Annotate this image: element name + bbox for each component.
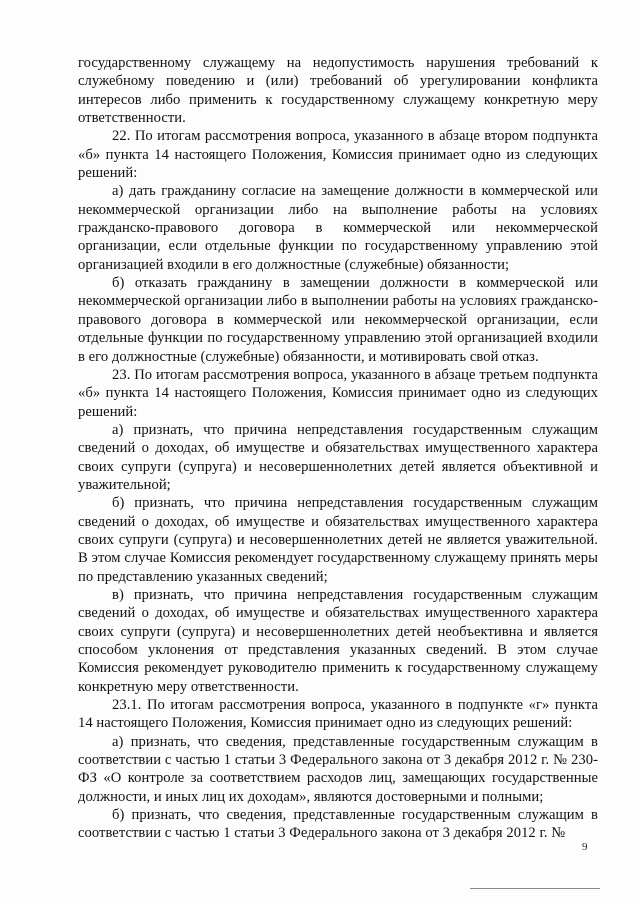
paragraph-23-1a: а) признать, что сведения, представленные государственным служащим в соответствии с частью 1 статьи 3 Федерального закона от 3 декабря 2012 г. № 230-ФЗ «О контроле за соответствием расходов лиц, замещающих государственные должности, и иных лиц их доходам», являются достоверными и полными; xyxy=(78,733,598,805)
paragraph-23-1: 23.1. По итогам рассмотрения вопроса, указанного в подпункте «г» пункта 14 настоящего Положения, Комиссия принимает одно из следующих решений: xyxy=(78,697,598,732)
paragraph-22b: б) отказать гражданину в замещении должности в коммерческой или некоммерческой организации либо в выполнении работы на условиях гражданско-правового договора в коммерческой или некоммерческой организации, если отдельные функции по государственному управлению этой организацией входили в его должностные (служебные) обязанности, и мотивировать свой отказ. xyxy=(78,275,598,365)
paragraph-23c: в) признать, что причина непредставления государственным служащим сведений о доходах, об имуществе и обязательствах имущественного характера своих супруги (супруга) и несовершеннолетних детей необъективна и является способом уклонения от представления указанных сведений. В этом случае Комиссия рекомендует руководителю применить к государственному служащему конкретную меру ответственности. xyxy=(78,586,598,695)
paragraph-22: 22. По итогам рассмотрения вопроса, указанного в абзаце втором подпункта «б» пункта 14 настоящего Положения, Комиссия принимает одно из следующих решений: xyxy=(78,128,598,182)
page-number: 9 xyxy=(582,841,588,853)
paragraph-continuation: государственному служащему на недопустимость нарушения требований к служебному поведению и (или) требований об урегулировании конфликта интересов либо применить к государственному служащему конкретную меру ответственности. xyxy=(78,55,598,127)
scan-edge-line xyxy=(470,888,600,889)
paragraph-22a: а) дать гражданину согласие на замещение должности в коммерческой или некоммерческой организации либо на выполнение работы на условиях гражданско-правового договора в коммерческой или некоммерческой организации, если отдельные функции по государственному управлению этой организацией входили в его должностные (служебные) обязанности; xyxy=(78,183,598,273)
paragraph-23b: б) признать, что причина непредставления государственным служащим сведений о доходах, об имуществе и обязательствах имущественного характера своих супруги (супруга) и несовершеннолетних детей не является уважительной. В этом случае Комиссия рекомендует государственному служащему принять меры по представлению указанных сведений; xyxy=(78,495,598,585)
paragraph-23a: а) признать, что причина непредставления государственным служащим сведений о доходах, об имуществе и обязательствах имущественного характера своих супруги (супруга) и несовершеннолетних детей является объективной и уважительной; xyxy=(78,421,598,493)
paragraph-23: 23. По итогам рассмотрения вопроса, указанного в абзаце третьем подпункта «б» пункта 14 настоящего Положения, Комиссия принимает одно из следующих решений: xyxy=(78,366,598,420)
document-body xyxy=(78,54,598,843)
paragraph-23-1b: б) признать, что сведения, представленные государственным служащим в соответствии с частью 1 статьи 3 Федерального закона от 3 декабря 2012 г. № xyxy=(78,807,598,842)
